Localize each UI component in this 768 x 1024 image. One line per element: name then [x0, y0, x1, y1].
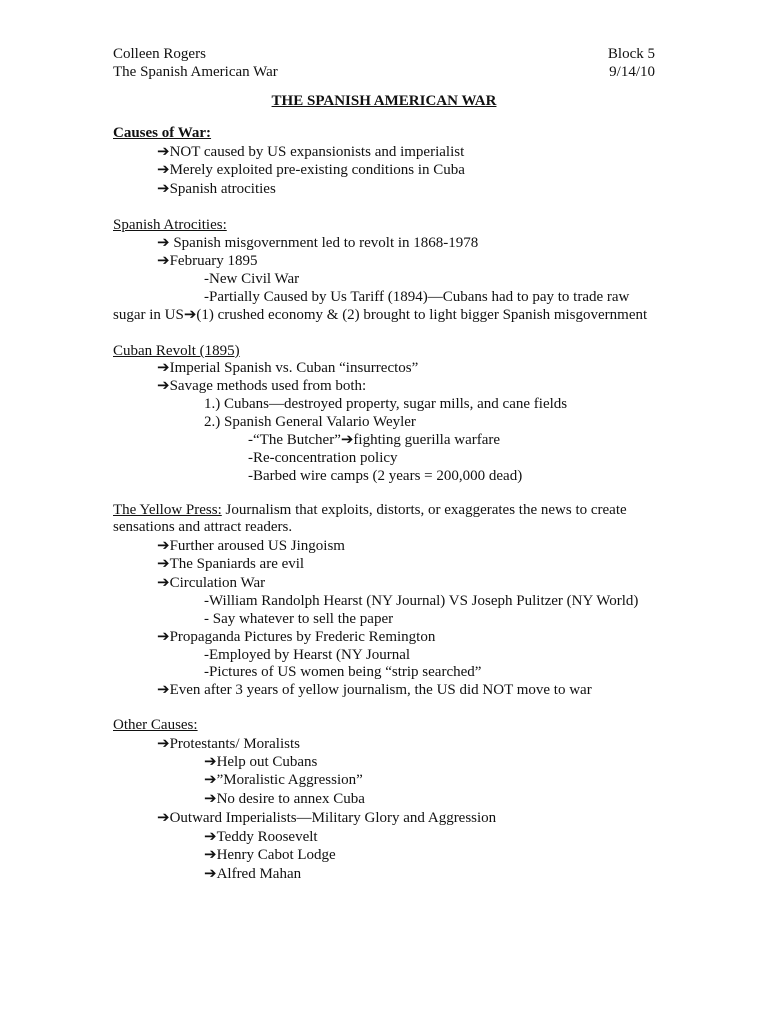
page-title: THE SPANISH AMERICAN WAR — [271, 93, 497, 109]
section-heading: The Yellow Press: — [113, 502, 222, 518]
assignment-date: 9/14/10 — [609, 64, 655, 80]
assignment-topic: The Spanish American War — [113, 64, 278, 80]
atrocities-subpoint: -Partially Caused by Us Tariff (1894)—Cubans had to pay to trade raw — [204, 289, 630, 305]
press-subpoint: - Say whatever to sell the paper — [204, 611, 394, 627]
press-point: ➔Even after 3 years of yellow journalism, the US did NOT move to war — [157, 682, 592, 698]
numbered-item: 1.) Cubans—destroyed property, sugar mills, and cane fields — [204, 396, 568, 412]
other-causes-subpoint: ➔Alfred Mahan — [204, 866, 302, 882]
other-causes-subpoint: ➔Help out Cubans — [204, 754, 318, 770]
other-causes-subpoint: ➔No desire to annex Cuba — [204, 791, 365, 807]
definition-text: Journalism that exploits, distorts, or exaggerates the news to create — [225, 502, 627, 518]
press-subpoint: -Employed by Hearst (NY Journal — [204, 647, 411, 663]
detail-point: -“The Butcher”➔fighting guerilla warfare — [248, 432, 501, 448]
section-heading: Other Causes: — [113, 717, 198, 733]
section-heading: Spanish Atrocities: — [113, 217, 227, 233]
class-block: Block 5 — [607, 46, 655, 62]
causes-point: ➔Merely exploited pre-existing conditions in Cuba — [157, 162, 465, 178]
revolt-point: ➔Imperial Spanish vs. Cuban “insurrectos” — [157, 360, 419, 376]
atrocities-point: ➔ Spanish misgovernment led to revolt in 1868-1978 — [157, 235, 479, 251]
other-causes-subpoint: ➔Teddy Roosevelt — [204, 829, 318, 845]
continuation-line: sugar in US➔(1) crushed economy & (2) brought to light bigger Spanish misgovernment — [113, 307, 648, 323]
atrocities-subpoint: -New Civil War — [204, 271, 300, 287]
section-heading: Cuban Revolt (1895) — [113, 343, 240, 359]
numbered-item: 2.) Spanish General Valario Weyler — [204, 414, 416, 430]
press-point: ➔Propaganda Pictures by Frederic Remington — [157, 629, 436, 645]
author-name: Colleen Rogers — [113, 46, 206, 62]
press-subpoint: -William Randolph Hearst (NY Journal) VS Joseph Pulitzer (NY World) — [204, 593, 639, 609]
press-point: ➔Circulation War — [157, 575, 266, 591]
detail-point: -Re-concentration policy — [248, 450, 398, 466]
press-subpoint: -Pictures of US women being “strip searched” — [204, 664, 482, 680]
detail-point: -Barbed wire camps (2 years = 200,000 dead) — [248, 468, 523, 484]
press-point: ➔Further aroused US Jingoism — [157, 538, 345, 554]
section-heading: Causes of War: — [113, 125, 212, 141]
other-causes-point: ➔Outward Imperialists—Military Glory and Aggression — [157, 810, 497, 826]
definition-continuation: sensations and attract readers. — [113, 519, 293, 535]
other-causes-subpoint: ➔Henry Cabot Lodge — [204, 847, 336, 863]
causes-point: ➔Spanish atrocities — [157, 181, 276, 197]
other-causes-subpoint: ➔”Moralistic Aggression” — [204, 772, 363, 788]
atrocities-point: ➔February 1895 — [157, 253, 258, 269]
definition-line — [113, 501, 627, 519]
other-causes-point: ➔Protestants/ Moralists — [157, 736, 300, 752]
press-point: ➔The Spaniards are evil — [157, 556, 305, 572]
revolt-point: ➔Savage methods used from both: — [157, 378, 367, 394]
causes-point: ➔NOT caused by US expansionists and imperialist — [157, 144, 465, 160]
